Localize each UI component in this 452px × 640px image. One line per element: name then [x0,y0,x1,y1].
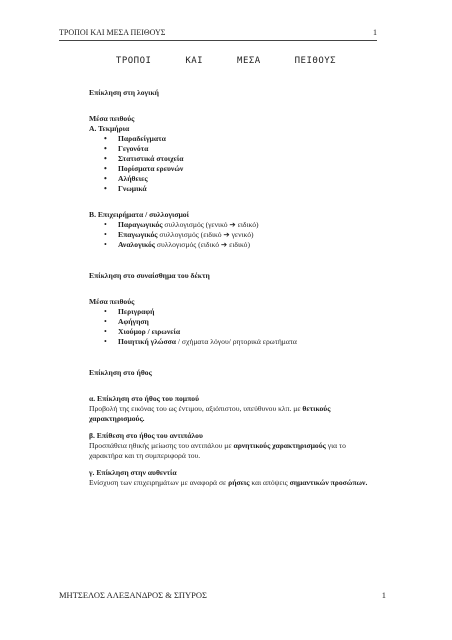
title-word: ΚΑΙ [185,56,204,66]
section-ethos-heading: Επίκληση στο ήθος [89,368,152,377]
title-word: ΤΡΟΠΟΙ [115,56,152,66]
list-item: • Αλήθειες [89,174,378,184]
document-body [89,88,378,488]
list-item: • Στατιστικά στοιχεία [89,154,378,164]
list-item: • Γεγονότα [89,144,378,154]
section-emotion-heading: Επίκληση στο συναίσθημα του δέκτη [89,271,210,280]
means-label: Μέσα πειθούς [89,114,135,123]
evidence-list [89,134,378,194]
document-title [0,56,452,66]
page-header [59,28,377,41]
title-word: ΠΕΙΘΟΥΣ [294,56,337,66]
ethos-c-title: γ. Επίκληση στην αυθεντία [89,468,177,477]
ethos-b-text: Προσπάθεια ηθικής μείωσης του αντιπάλου με αρνητικούς χαρακτηρισμούς για το χαρακτήρα και τη συμπεριφορά του. [89,441,346,460]
evidence-label: Α. Τεκμήρια [89,124,130,133]
list-item: • Περιγραφή [89,307,378,317]
list-item: • Αναλογικός συλλογισμός (ειδικό ➔ ειδικό) [89,240,378,250]
arguments-list [89,220,378,250]
emotion-list [89,307,378,347]
list-item: • Παραδείγματα [89,134,378,144]
section-logic-heading: Επίκληση στη λογική [89,88,159,97]
page-footer [59,590,386,600]
ethos-a-title: α. Επίκληση στο ήθος του πομπού [89,394,200,403]
title-word: ΜΕΣΑ [237,56,261,66]
footer-page-number: 1 [381,590,386,600]
list-item: • Παραγωγικός συλλογισμός (γενικό ➔ ειδικό) [89,220,378,230]
ethos-b-title: β. Επίθεση στο ήθος του αντιπάλου [89,431,203,440]
list-item: • Επαγωγικός συλλογισμός (ειδικό ➔ γενικό) [89,230,378,240]
means-label: Μέσα πειθούς [89,297,135,306]
list-item: • Γνωμικά [89,184,378,194]
list-item: • Ποιητική γλώσσα / σχήματα λόγου/ ρητορικά ερωτήματα [89,337,378,347]
ethos-c-text: Ενίσχυση των επιχειρημάτων με αναφορά σε ρήσεις και απόψεις σημαντικών προσώπων. [89,478,368,487]
arguments-label: Β. Επιχειρήματα / συλλογισμοί [89,210,189,219]
footer-authors: ΜΗΤΣΕΛΟΣ ΑΛΕΞΑΝΔΡΟΣ & ΣΠΥΡΟΣ [59,590,207,600]
ethos-a-text: Προβολή της εικόνας του ως έντιμου, αξιόπιστου, υπεύθυνου κλπ. με θετικούς χαρακτηρισμούς. [89,404,331,423]
list-item: • Πορίσματα ερευνών [89,164,378,174]
list-item: • Αφήγηση [89,317,378,327]
header-title: ΤΡΟΠΟΙ ΚΑΙ ΜΕΣΑ ΠΕΙΘΟΥΣ [59,28,166,37]
header-page-number: 1 [373,28,377,37]
list-item: • Χιούμορ / ειρωνεία [89,327,378,337]
